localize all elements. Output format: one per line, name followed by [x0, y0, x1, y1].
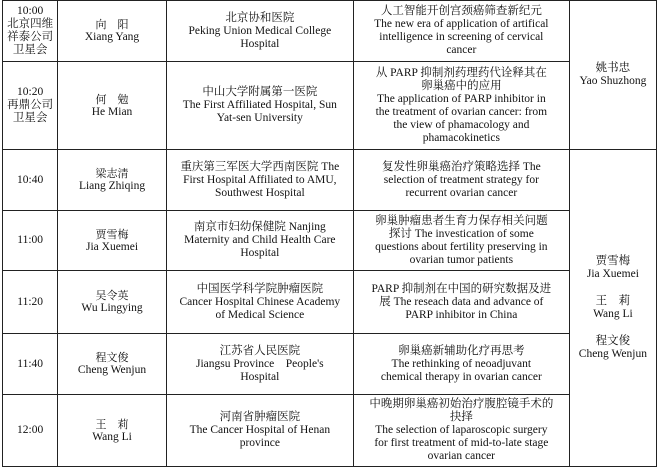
- time-line: 再鼎公司: [7, 99, 54, 111]
- institution-line: 南京市妇幼保健院 Nanjing: [193, 221, 326, 233]
- institution-line: of Medical Science: [215, 308, 305, 321]
- institution-line: 北京协和医院: [225, 11, 295, 24]
- chair-name-line: Cheng Wenjun: [578, 348, 647, 360]
- time-line: 10:20: [17, 86, 44, 98]
- institution-cell: [166, 1, 353, 62]
- topic-line: PARP inhibitor in China: [405, 308, 518, 321]
- speaker-cell: [58, 334, 166, 395]
- table-row: [3, 271, 657, 334]
- institution-line: 中国医学科学院肿瘤医院: [196, 282, 324, 295]
- speaker-name-zh: 梁志清: [95, 167, 129, 180]
- speaker-cell: [58, 62, 166, 150]
- topic-cell: [353, 62, 569, 150]
- topic-line: chemical therapy in ovarian cancer: [380, 370, 542, 383]
- time-line: 12:00: [17, 424, 44, 436]
- topic-line: ovarian cancer: [427, 450, 496, 462]
- speaker-name-en: Wang Li: [92, 430, 132, 443]
- time-line: 11:20: [17, 295, 44, 308]
- institution-line: Jiangsu Province People's: [196, 357, 324, 370]
- institution-line: Peking Union Medical College: [188, 24, 332, 37]
- topic-cell: [353, 1, 569, 62]
- speaker-name-en: Cheng Wenjun: [77, 364, 147, 376]
- time-line: 祥泰公司: [7, 31, 54, 43]
- speaker-cell: [58, 395, 166, 467]
- topic-line: ovarian tumor patients: [409, 253, 514, 266]
- topic-cell: [353, 395, 569, 467]
- topic-line: 人工智能开创宫颈癌筛查新纪元: [380, 5, 542, 17]
- chair-name-line: 贾雪梅: [595, 255, 631, 267]
- topic-line: the treatment of ovarian cancer: from: [375, 105, 548, 118]
- time-line: 11:00: [17, 234, 44, 246]
- speaker-name-en: Liang Zhiqing: [78, 180, 146, 192]
- topic-line: The rethinking of neoadjuvant: [391, 357, 532, 370]
- speaker-name-zh: 程文俊: [95, 351, 129, 364]
- speaker-name-en: Xiang Yang: [84, 31, 140, 43]
- institution-line: 河南省肿瘤医院: [219, 411, 301, 423]
- speaker-cell: [58, 150, 166, 211]
- institution-line: Hospital: [240, 370, 280, 383]
- topic-line: 展 The reseach data and advance of: [379, 295, 544, 308]
- institution-line: province: [239, 437, 280, 449]
- topic-line: phamacokinetics: [422, 131, 500, 144]
- speaker-cell: [58, 211, 166, 271]
- chair-name-line: 王 莉: [595, 295, 631, 307]
- topic-line: 复发性卵巢癌治疗策略选择 The: [381, 160, 541, 173]
- institution-cell: [166, 150, 353, 211]
- institution-line: 江苏省人民医院: [219, 344, 301, 357]
- table-row: [3, 150, 657, 211]
- topic-line: The new era of application of artifical: [374, 18, 549, 30]
- table-row: [3, 334, 657, 395]
- institution-line: 中山大学附属第一医院: [202, 86, 318, 98]
- schedule-table: [2, 0, 657, 467]
- speaker-name-en: Wu Lingying: [81, 302, 143, 314]
- topic-line: 从 PARP 抑制剂药理药代诠释其在: [375, 66, 547, 79]
- speaker-name-en: He Mian: [91, 105, 133, 118]
- topic-line: intelligence in screening of cervical: [379, 31, 544, 43]
- institution-cell: [166, 395, 353, 467]
- topic-cell: [353, 271, 569, 334]
- time-cell: [3, 150, 58, 211]
- time-line: 卫星会: [12, 44, 48, 56]
- institution-line: The First Affiliated Hospital, Sun: [182, 99, 337, 111]
- time-cell: [3, 211, 58, 271]
- time-line: 10:40: [17, 173, 44, 186]
- speaker-name-zh: 何 勉: [95, 92, 129, 106]
- table-row: [3, 395, 657, 467]
- chair-name-line: Yao Shuzhong: [579, 75, 647, 87]
- topic-line: 探讨 The investication of some: [388, 227, 534, 240]
- time-cell: [3, 395, 58, 467]
- topic-line: for first treatment of mid-to-late stage: [374, 437, 549, 449]
- speaker-cell: [58, 1, 166, 62]
- chair-name-line: 姚书忠: [595, 62, 631, 74]
- table-row: [3, 211, 657, 271]
- table-row: [3, 1, 657, 62]
- topic-line: PARP 抑制剂在中国的研究数据及进: [371, 282, 552, 295]
- topic-cell: [353, 150, 569, 211]
- speaker-name-zh: 王 莉: [95, 417, 129, 431]
- institution-line: Hospital: [240, 247, 280, 259]
- topic-line: 卵巢癌新辅助化疗再思考: [398, 344, 525, 357]
- chair-cell: [569, 150, 656, 467]
- institution-line: Yat-sen University: [216, 112, 303, 124]
- topic-line: the view of phamacology and: [393, 118, 530, 131]
- chair-cell: [569, 1, 656, 150]
- institution-line: 重庆第三军医大学西南医院 The: [180, 160, 340, 173]
- chair-name-line: Jia Xuemei: [586, 268, 639, 280]
- speaker-name-zh: 向 阳: [95, 18, 129, 31]
- chair-name-line: 程文俊: [595, 335, 631, 347]
- institution-line: Hospital: [240, 37, 280, 50]
- time-line: 北京四维: [7, 18, 54, 30]
- institution-cell: [166, 211, 353, 271]
- topic-line: cancer: [446, 44, 477, 56]
- institution-line: Maternity and Child Health Care: [184, 234, 336, 246]
- topic-line: recurrent ovarian cancer: [405, 186, 518, 199]
- time-line: 11:40: [17, 357, 44, 370]
- chair-name-line: Wang Li: [593, 308, 633, 320]
- topic-line: 中晚期卵巢癌初始治疗腹腔镜手术的: [369, 398, 554, 410]
- topic-line: The application of PARP inhibitor in: [376, 92, 546, 105]
- topic-line: 卵巢肿瘤患者生育力保存相关问题: [375, 214, 548, 227]
- institution-cell: [166, 62, 353, 150]
- speaker-name-en: Jia Xuemei: [85, 240, 139, 253]
- time-line: 卫星会: [12, 112, 48, 124]
- speaker-name-zh: 吴令英: [95, 289, 129, 302]
- institution-cell: [166, 271, 353, 334]
- table-row: [3, 62, 657, 150]
- institution-line: Southwest Hospital: [214, 186, 305, 199]
- topic-line: 抉择: [449, 411, 473, 423]
- institution-line: Cancer Hospital Chinese Academy: [179, 295, 341, 308]
- time-line: 10:00: [17, 5, 44, 17]
- topic-line: questions about fertility preserving in: [375, 240, 548, 253]
- time-cell: [3, 1, 58, 62]
- institution-line: First Hospital Affiliated to AMU,: [183, 173, 337, 186]
- speaker-cell: [58, 271, 166, 334]
- topic-cell: [353, 334, 569, 395]
- speaker-name-zh: 贾雪梅: [95, 227, 129, 241]
- time-cell: [3, 62, 58, 150]
- topic-cell: [353, 211, 569, 271]
- institution-cell: [166, 334, 353, 395]
- topic-line: selection of treatment strategy for: [383, 173, 539, 186]
- institution-line: The Cancer Hospital of Henan: [189, 424, 331, 436]
- topic-line: The selection of laparoscopic surgery: [375, 424, 548, 436]
- time-cell: [3, 334, 58, 395]
- topic-line: 卵巢癌中的应用: [421, 79, 502, 92]
- time-cell: [3, 271, 58, 334]
